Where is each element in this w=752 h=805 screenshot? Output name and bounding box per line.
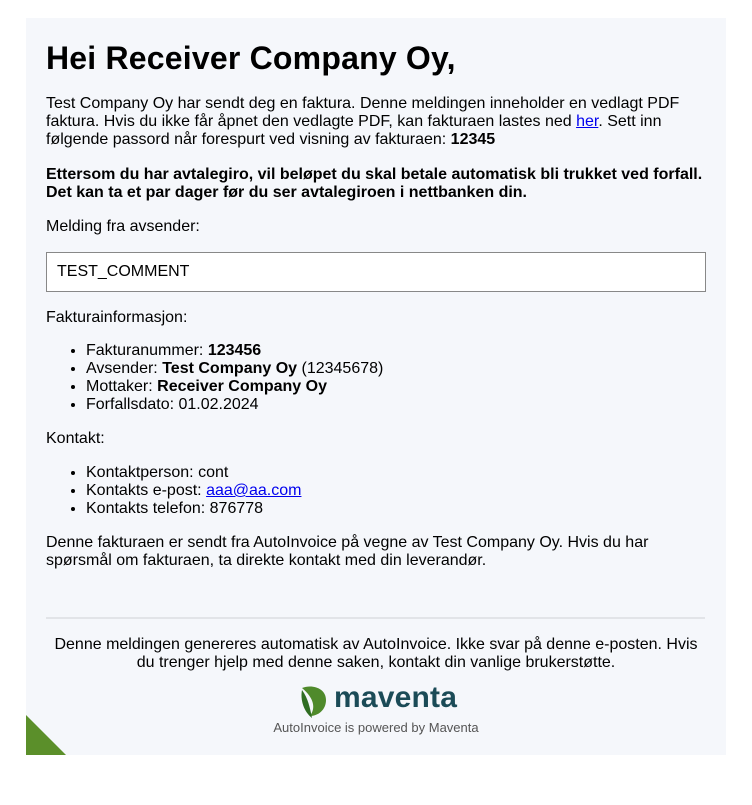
maventa-wordmark: maventa — [334, 681, 458, 714]
due-date-value: 01.02.2024 — [178, 396, 259, 413]
leaf-icon — [298, 684, 332, 720]
closing-paragraph: Denne fakturaen er sendt fra AutoInvoice på vegne av Test Company Oy. Hvis du har spørsmål om fakturaen, ta direkte kontakt med din leverandør. — [46, 534, 649, 569]
list-item-due-date — [86, 396, 706, 414]
list-item-invoice-number — [86, 342, 706, 360]
invoice-info-list — [46, 342, 706, 414]
contact-email-label: Kontakts e-post: — [86, 482, 207, 499]
contact-heading: Kontakt: — [46, 430, 105, 447]
sender-label: Avsender: — [86, 360, 163, 377]
contact-person-label: Kontaktperson: — [86, 464, 199, 481]
due-date-label: Forfallsdato: — [86, 396, 179, 413]
list-item-contact-person — [86, 464, 706, 482]
maventa-logo — [298, 681, 458, 722]
list-item-sender — [86, 360, 706, 378]
download-link[interactable]: her — [576, 113, 599, 130]
email-card — [26, 18, 726, 755]
intro-text-1: Test Company Oy har sendt deg en faktura. Denne meldingen inneholder en vedlagt PDF faktura. Hvis du ikke får åpnet den vedlagte PDF, kan fakturaen lastes ned — [46, 95, 680, 130]
contact-phone-value: 876778 — [209, 500, 264, 517]
powered-by-text: AutoInvoice is powered by Maventa — [273, 720, 479, 735]
contact-phone-label: Kontakts telefon: — [86, 500, 210, 517]
receiver-name: Receiver Company Oy — [157, 378, 327, 395]
contact-person-value: cont — [198, 464, 229, 481]
contact-email-link[interactable]: aaa@aa.com — [206, 482, 302, 499]
corner-triangle-decoration — [26, 715, 66, 755]
avtalegiro-notice: Ettersom du har avtalegiro, vil beløpet du skal betale automatisk bli trukket ved forfall. Det kan ta et par dager før du ser avtalegiroen i nettbanken din. — [46, 166, 703, 201]
sender-message-text: TEST_COMMENT — [57, 263, 190, 280]
receiver-label: Mottaker: — [86, 378, 158, 395]
intro-paragraph — [46, 95, 706, 149]
sender-id: (12345678) — [297, 360, 384, 377]
greeting-heading: Hei Receiver Company Oy, — [46, 40, 456, 76]
password-value: 12345 — [450, 131, 496, 148]
list-item-receiver — [86, 378, 706, 396]
list-item-contact-phone — [86, 500, 706, 518]
footer-divider — [46, 617, 705, 619]
sender-message-box — [46, 252, 706, 292]
invoice-info-heading: Fakturainformasjon: — [46, 309, 188, 326]
message-label: Melding fra avsender: — [46, 218, 200, 235]
invoice-number-value: 123456 — [207, 342, 262, 359]
list-item-contact-email — [86, 482, 706, 500]
footer-notice: Denne meldingen genereres automatisk av AutoInvoice. Ikke svar på denne e-posten. Hvis du trenger hjelp med denne saken, kontakt din vanlige brukerstøtte. — [54, 636, 698, 671]
intro-text-2: . Sett inn følgende passord når forespurt ved visning av fakturaen: — [46, 113, 662, 148]
sender-name: Test Company Oy — [162, 360, 298, 377]
contact-list — [46, 464, 706, 518]
invoice-number-label: Fakturanummer: — [86, 342, 208, 359]
